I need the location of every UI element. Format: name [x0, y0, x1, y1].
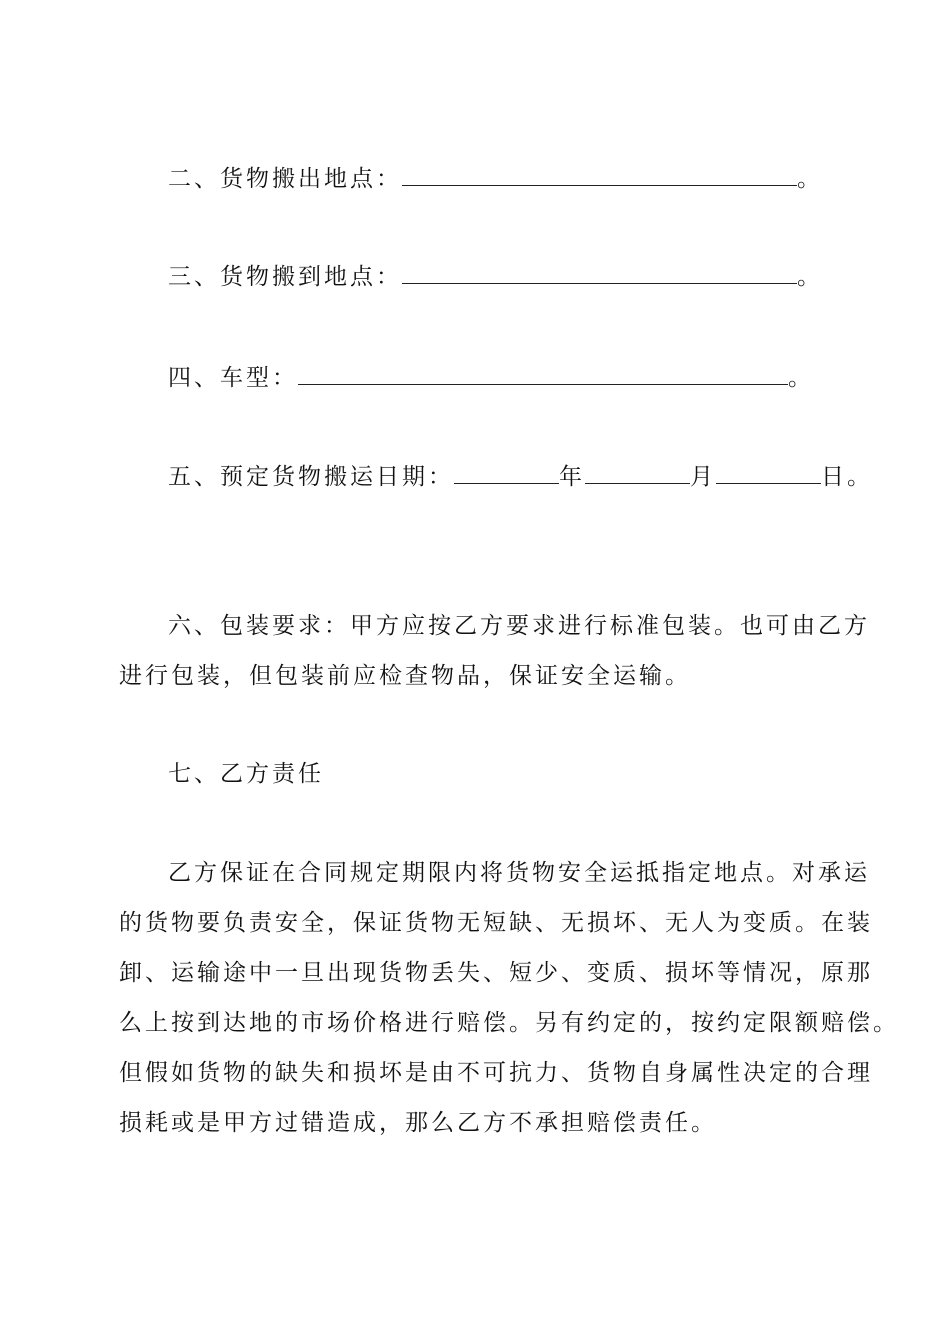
item-4-label: 四、车型：: [168, 365, 298, 391]
pickup-location-blank[interactable]: [402, 165, 797, 186]
month-blank[interactable]: [585, 463, 690, 484]
item-6-line-1: 六、包装要求：甲方应按乙方要求进行标准包装。也可由乙方: [168, 613, 870, 639]
item-4-vehicle-type: [168, 363, 814, 393]
item-6-line-2: 进行包装，但包装前应检查物品，保证安全运输。: [119, 663, 691, 689]
year-blank[interactable]: [454, 463, 559, 484]
day-blank[interactable]: [716, 463, 821, 484]
item-2-end: 。: [797, 166, 823, 192]
item-7-line-4: 么上按到达地的市场价格进行赔偿。另有约定的，按约定限额赔偿。: [119, 1010, 899, 1036]
item-7-heading: 七、乙方责任: [168, 761, 324, 787]
item-4-end: 。: [788, 365, 814, 391]
item-2-label: 二、货物搬出地点：: [168, 166, 402, 192]
year-label: 年: [559, 464, 585, 490]
delivery-location-blank[interactable]: [402, 263, 797, 284]
item-7-line-2: 的货物要负责安全，保证货物无短缺、无损坏、无人为变质。在装: [119, 910, 873, 936]
item-2-pickup-location: [168, 164, 823, 194]
item-7-line-1: 乙方保证在合同规定期限内将货物安全运抵指定地点。对承运: [168, 860, 870, 886]
item-7-line-6: 损耗或是甲方过错造成，那么乙方不承担赔偿责任。: [119, 1110, 717, 1136]
item-5-moving-date: [168, 462, 873, 492]
item-7-line-3: 卸、运输途中一旦出现货物丢失、短少、变质、损坏等情况，原那: [119, 960, 873, 986]
day-label: 日。: [821, 464, 873, 490]
item-5-label: 五、预定货物搬运日期：: [168, 464, 454, 490]
vehicle-type-blank[interactable]: [298, 364, 788, 385]
month-label: 月: [690, 464, 716, 490]
item-3-label: 三、货物搬到地点：: [168, 264, 402, 290]
item-3-delivery-location: [168, 262, 823, 292]
item-3-end: 。: [797, 264, 823, 290]
item-7-line-5: 但假如货物的缺失和损坏是由不可抗力、货物自身属性决定的合理: [119, 1060, 873, 1086]
